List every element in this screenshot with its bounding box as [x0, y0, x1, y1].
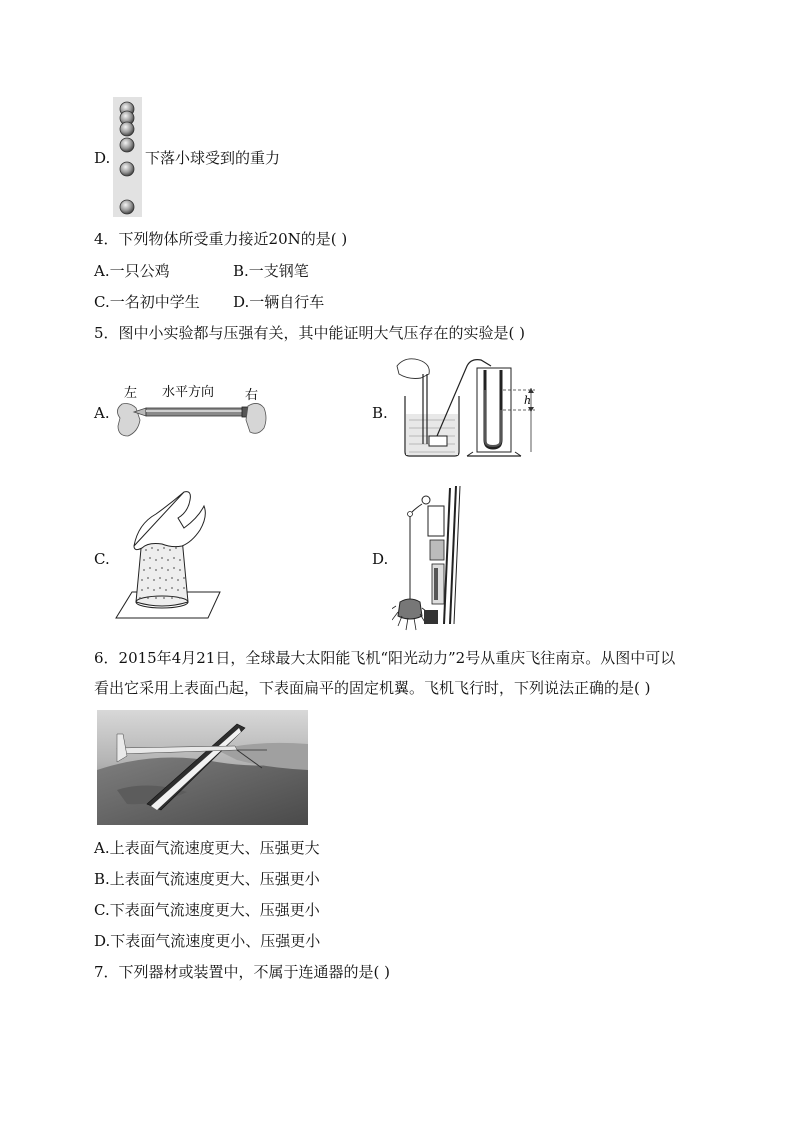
- hand: [397, 359, 429, 379]
- ball: [120, 200, 134, 214]
- q5-option-c-letter[interactable]: C.: [94, 550, 110, 568]
- q6-option-b[interactable]: B.上表面气流速度更大、压强更小: [94, 870, 320, 888]
- q5-option-a-letter[interactable]: A.: [94, 404, 110, 422]
- solar-plane-photo: [97, 710, 308, 825]
- left-hand: [117, 404, 140, 437]
- ball: [120, 162, 134, 176]
- person-head: [422, 496, 430, 504]
- q4-option-b[interactable]: B.一支钢笔: [233, 262, 309, 280]
- label-right: 右: [245, 388, 259, 403]
- falling-balls-svg: [113, 97, 142, 217]
- ball: [120, 138, 134, 152]
- falling-balls-figure: [113, 97, 142, 217]
- q7-stem: 7．下列器材或装置中，不属于连通器的是( ): [94, 963, 391, 981]
- q4-option-d[interactable]: D.一辆自行车: [233, 293, 325, 311]
- q5-option-d-letter[interactable]: D.: [372, 550, 389, 568]
- pencil-press-figure: [112, 380, 272, 442]
- inverted-cup-figure: [112, 488, 224, 622]
- pascal-barrel-figure: [392, 484, 470, 634]
- q3-option-d-letter[interactable]: D.: [94, 149, 111, 167]
- right-hand: [246, 403, 266, 433]
- q6-stem-line1: 6．2015年4月21日，全球最大太阳能飞机“阳光动力”2号从重庆飞往南京。从图中可以: [94, 649, 676, 667]
- ball: [120, 122, 134, 136]
- probe: [429, 436, 447, 446]
- hand: [134, 492, 205, 550]
- label-middle: 水平方向: [162, 385, 215, 400]
- q4-stem: 4．下列物体所受重力接近20N的是( ): [94, 230, 348, 248]
- q4-option-a[interactable]: A.一只公鸡: [94, 262, 170, 280]
- q6-option-a[interactable]: A.上表面气流速度更大、压强更大: [94, 839, 320, 857]
- q6-stem-line2: 看出它采用上表面凸起，下表面扁平的固定机翼。飞机飞行时，下列说法正确的是( ): [94, 679, 651, 697]
- q5-option-b-letter[interactable]: B.: [372, 404, 388, 422]
- label-h: h: [524, 394, 532, 407]
- q6-option-c[interactable]: C.下表面气流速度更大、压强更小: [94, 901, 320, 919]
- q6-option-d[interactable]: D.下表面气流速度更小、压强更小: [94, 932, 321, 950]
- q3-option-d-text: 下落小球受到的重力: [145, 149, 281, 167]
- label-left: 左: [124, 386, 138, 401]
- manometer-figure: [385, 352, 550, 460]
- q4-option-c[interactable]: C.一名初中学生: [94, 293, 200, 311]
- q5-stem: 5．图中小实验都与压强有关，其中能证明大气压存在的实验是( ): [94, 324, 526, 342]
